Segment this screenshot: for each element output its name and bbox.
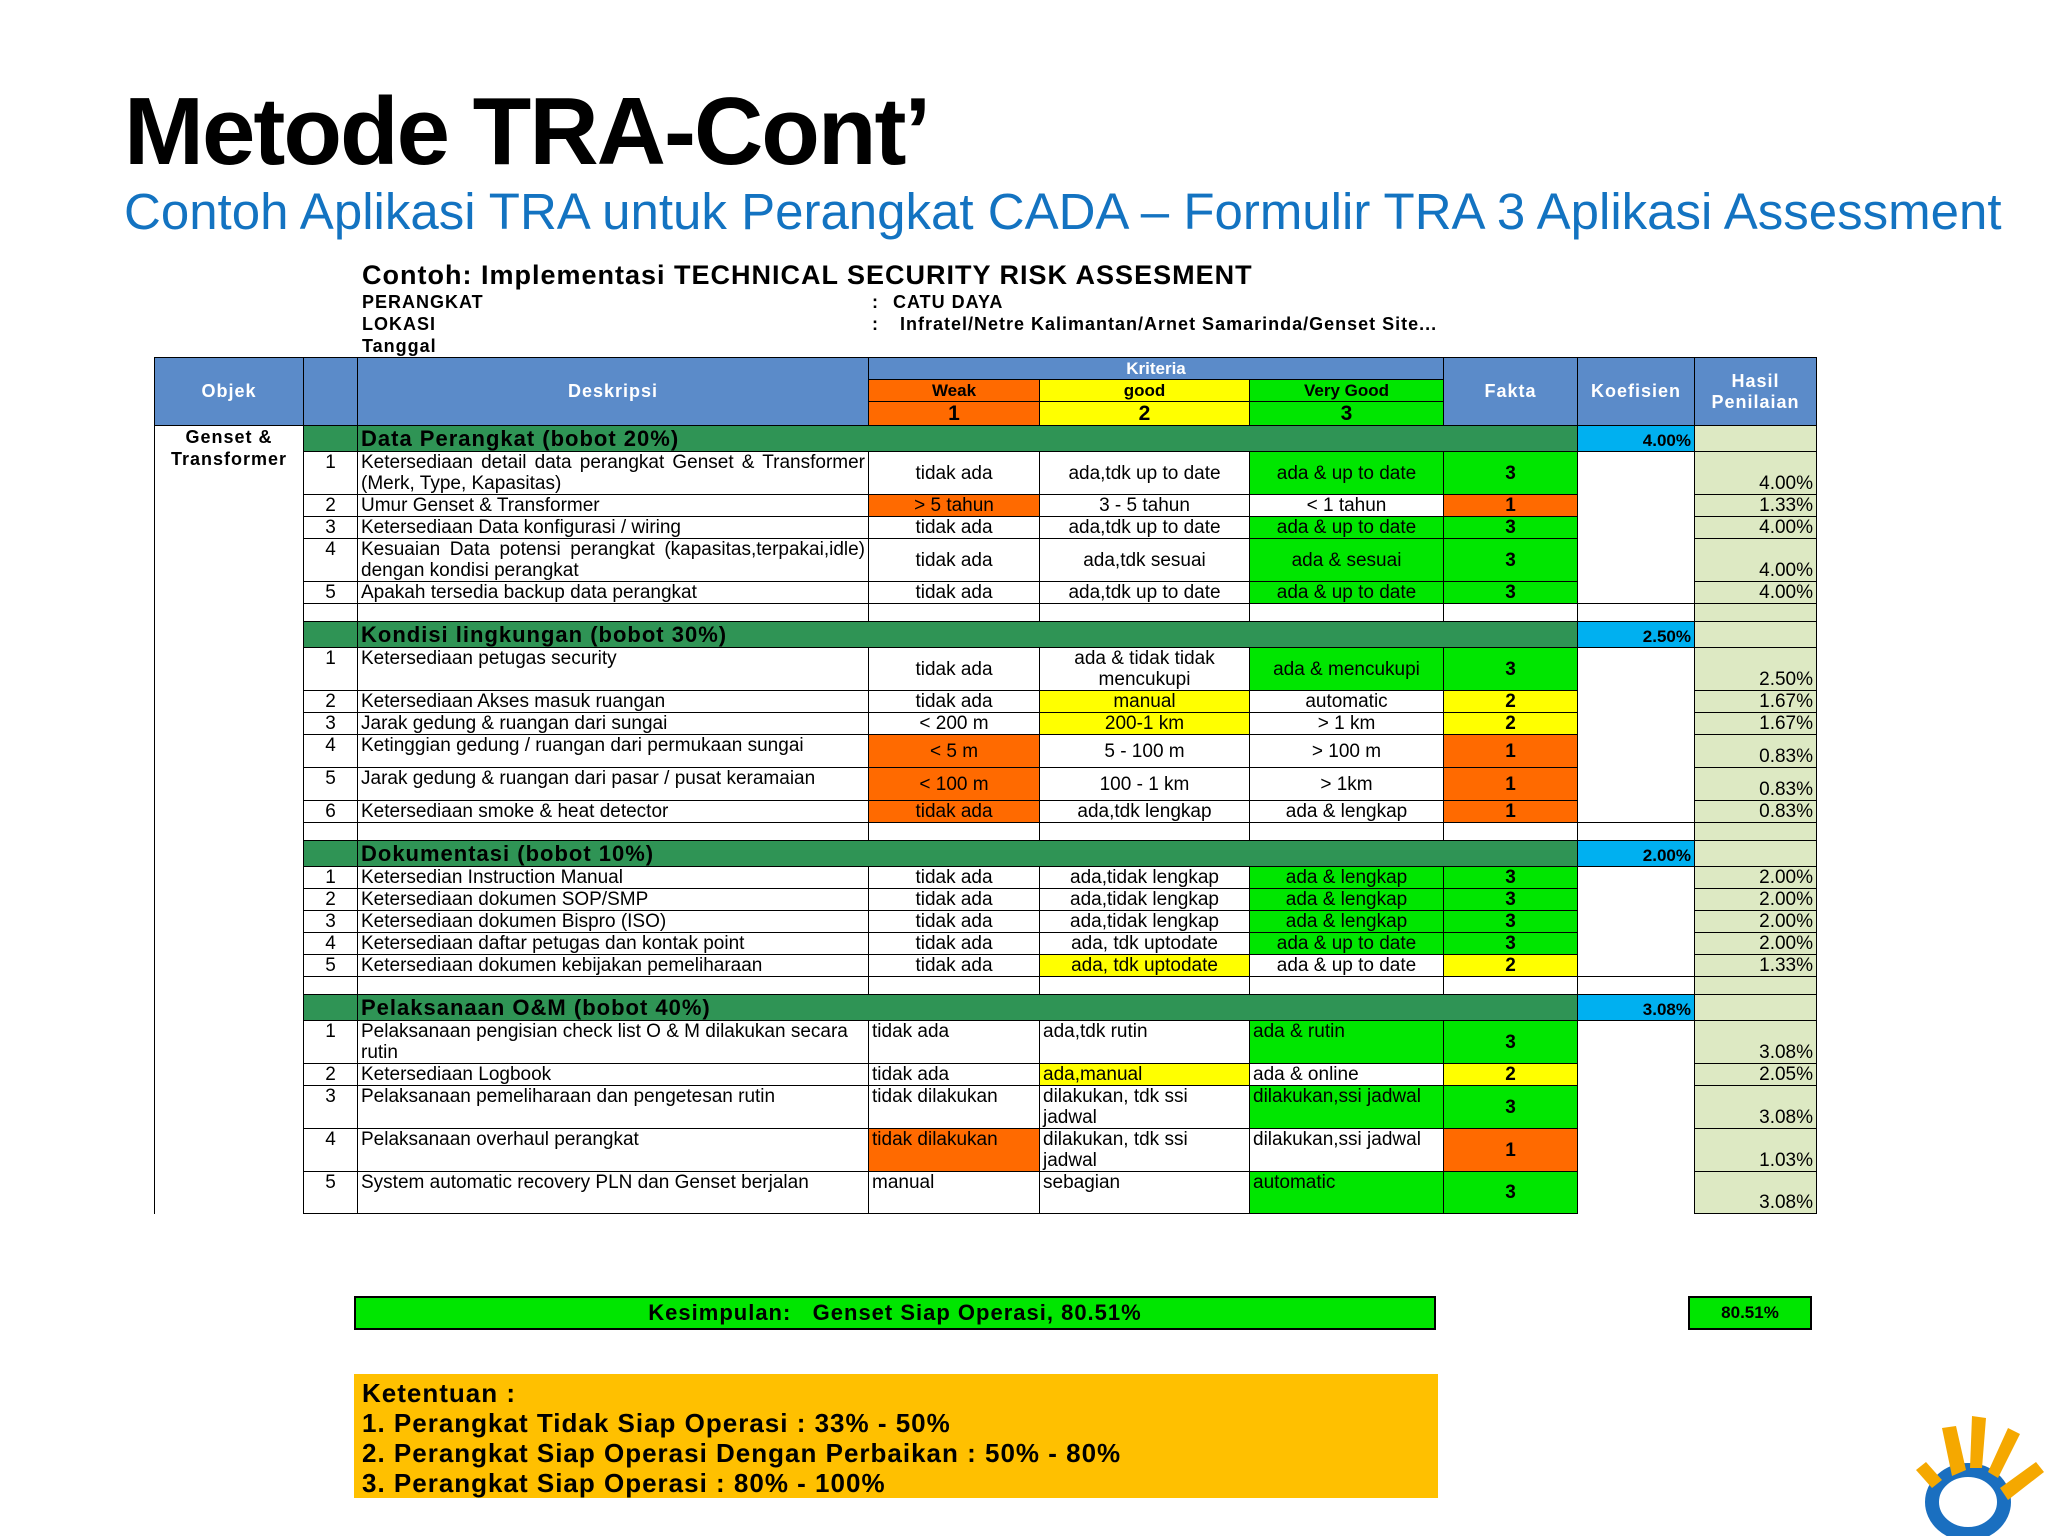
- row-weak-criterion: tidak ada: [869, 911, 1040, 933]
- row-very-good-criterion: ada & up to date: [1250, 517, 1444, 539]
- row-weak-criterion: tidak dilakukan: [869, 1086, 1040, 1129]
- blank-cell: [358, 823, 869, 841]
- row-description: Jarak gedung & ruangan dari pasar / pusat keramaian: [358, 768, 869, 801]
- row-fakta: 3: [1444, 582, 1578, 604]
- row-result: 4.00%: [1695, 452, 1817, 495]
- row-result: 2.05%: [1695, 1064, 1817, 1086]
- row-very-good-criterion: automatic: [1250, 1172, 1444, 1214]
- row-fakta: 1: [1444, 735, 1578, 768]
- row-weak-criterion: tidak ada: [869, 539, 1040, 582]
- meta-tanggal-label: Tanggal: [362, 336, 437, 356]
- section-row: [155, 995, 1817, 1021]
- row-good-criterion: 100 - 1 km: [1040, 768, 1250, 801]
- row-fakta: 3: [1444, 1086, 1578, 1129]
- row-result: 2.00%: [1695, 867, 1817, 889]
- row-number: 1: [304, 648, 358, 691]
- row-very-good-criterion: ada & online: [1250, 1064, 1444, 1086]
- row-number: 3: [304, 911, 358, 933]
- header-weak: Weak: [869, 380, 1040, 402]
- row-weak-criterion: tidak ada: [869, 867, 1040, 889]
- table-row: [155, 1129, 1817, 1172]
- row-koefisien-cell: [1578, 1021, 1695, 1064]
- blank-cell: [1578, 823, 1695, 841]
- blank-cell: [358, 977, 869, 995]
- table-row: [155, 1064, 1817, 1086]
- header-row: [155, 358, 1817, 380]
- row-number: 5: [304, 582, 358, 604]
- blank-cell: [304, 977, 358, 995]
- section-row: [155, 841, 1817, 867]
- ketentuan-title: Ketentuan :: [362, 1378, 516, 1408]
- row-weak-criterion: tidak ada: [869, 801, 1040, 823]
- blank-cell: [869, 823, 1040, 841]
- row-very-good-criterion: ada & up to date: [1250, 933, 1444, 955]
- row-weak-criterion: tidak ada: [869, 517, 1040, 539]
- row-number: 5: [304, 768, 358, 801]
- section-title: Data Perangkat (bobot 20%): [358, 426, 1578, 452]
- ketentuan-item-1: 1. Perangkat Tidak Siap Operasi : 33% - 50%: [362, 1408, 951, 1438]
- table-row: [155, 867, 1817, 889]
- row-good-criterion: ada,tdk lengkap: [1040, 801, 1250, 823]
- row-result: 0.83%: [1695, 735, 1817, 768]
- row-good-criterion: ada,tidak lengkap: [1040, 867, 1250, 889]
- row-good-criterion: ada,tdk rutin: [1040, 1021, 1250, 1064]
- meta-perangkat-value: CATU DAYA: [893, 292, 1004, 312]
- row-description: Ketersediaan dokumen Bispro (ISO): [358, 911, 869, 933]
- row-very-good-criterion: ada & lengkap: [1250, 911, 1444, 933]
- row-koefisien-cell: [1578, 691, 1695, 713]
- row-fakta: 3: [1444, 1021, 1578, 1064]
- row-fakta: 1: [1444, 801, 1578, 823]
- row-good-criterion: ada,tidak lengkap: [1040, 889, 1250, 911]
- row-fakta: 1: [1444, 768, 1578, 801]
- table-row: [155, 768, 1817, 801]
- table-row: [155, 582, 1817, 604]
- row-koefisien-cell: [1578, 495, 1695, 517]
- row-result: 0.83%: [1695, 801, 1817, 823]
- row-result: 4.00%: [1695, 539, 1817, 582]
- section-coefficient: 2.00%: [1578, 841, 1695, 867]
- row-description: System automatic recovery PLN dan Genset berjalan: [358, 1172, 869, 1214]
- row-number: 2: [304, 495, 358, 517]
- table-row: [155, 955, 1817, 977]
- row-number: 4: [304, 539, 358, 582]
- row-weak-criterion: tidak ada: [869, 582, 1040, 604]
- section-result-cell: [1695, 426, 1817, 452]
- row-koefisien-cell: [1578, 1086, 1695, 1129]
- row-description: Pelaksanaan pengisian check list O & M dilakukan secara rutin: [358, 1021, 869, 1064]
- section-title: Kondisi lingkungan (bobot 30%): [358, 622, 1578, 648]
- row-number: 3: [304, 713, 358, 735]
- header-objek: Objek: [155, 358, 304, 426]
- row-very-good-criterion: < 1 tahun: [1250, 495, 1444, 517]
- row-very-good-criterion: > 1 km: [1250, 713, 1444, 735]
- blank-result-cell: [1695, 604, 1817, 622]
- blank-cell: [1250, 823, 1444, 841]
- blank-cell: [869, 977, 1040, 995]
- row-fakta: 2: [1444, 713, 1578, 735]
- tra-assessment-table: [154, 357, 1817, 1214]
- row-good-criterion: ada,tidak lengkap: [1040, 911, 1250, 933]
- row-number: 4: [304, 933, 358, 955]
- blank-cell: [1040, 604, 1250, 622]
- blank-result-cell: [1695, 823, 1817, 841]
- section-title: Pelaksanaan O&M (bobot 40%): [358, 995, 1578, 1021]
- row-result: 2.00%: [1695, 889, 1817, 911]
- row-very-good-criterion: ada & sesuai: [1250, 539, 1444, 582]
- row-weak-criterion: tidak ada: [869, 955, 1040, 977]
- section-no-cell: [304, 841, 358, 867]
- row-very-good-criterion: automatic: [1250, 691, 1444, 713]
- row-good-criterion: ada, tdk uptodate: [1040, 955, 1250, 977]
- row-number: 5: [304, 955, 358, 977]
- row-fakta: 3: [1444, 539, 1578, 582]
- row-description: Ketersediaan smoke & heat detector: [358, 801, 869, 823]
- row-fakta: 3: [1444, 889, 1578, 911]
- table-row: [155, 452, 1817, 495]
- row-description: Ketersediaan dokumen SOP/SMP: [358, 889, 869, 911]
- row-result: 1.33%: [1695, 955, 1817, 977]
- row-koefisien-cell: [1578, 539, 1695, 582]
- row-number: 1: [304, 452, 358, 495]
- row-description: Ketersediaan Logbook: [358, 1064, 869, 1086]
- row-good-criterion: ada,manual: [1040, 1064, 1250, 1086]
- level-good: 2: [1040, 402, 1250, 426]
- level-weak: 1: [869, 402, 1040, 426]
- table-row: [155, 889, 1817, 911]
- row-result: 4.00%: [1695, 582, 1817, 604]
- row-very-good-criterion: ada & lengkap: [1250, 801, 1444, 823]
- row-good-criterion: 3 - 5 tahun: [1040, 495, 1250, 517]
- row-very-good-criterion: ada & up to date: [1250, 582, 1444, 604]
- row-description: Ketersediaan petugas security: [358, 648, 869, 691]
- conclusion-value: 80.51%: [1688, 1296, 1812, 1330]
- row-fakta: 2: [1444, 691, 1578, 713]
- row-very-good-criterion: > 100 m: [1250, 735, 1444, 768]
- table-row: [155, 933, 1817, 955]
- row-very-good-criterion: ada & mencukupi: [1250, 648, 1444, 691]
- row-fakta: 2: [1444, 955, 1578, 977]
- blank-cell: [869, 604, 1040, 622]
- row-fakta: 3: [1444, 911, 1578, 933]
- blank-cell: [304, 823, 358, 841]
- meta-lokasi-value: Infratel/Netre Kalimantan/Arnet Samarinda/Genset Site...: [900, 314, 1438, 334]
- row-very-good-criterion: ada & up to date: [1250, 452, 1444, 495]
- row-weak-criterion: tidak ada: [869, 452, 1040, 495]
- row-result: 1.33%: [1695, 495, 1817, 517]
- row-koefisien-cell: [1578, 867, 1695, 889]
- row-koefisien-cell: [1578, 801, 1695, 823]
- row-number: 1: [304, 1021, 358, 1064]
- table-row: [155, 691, 1817, 713]
- row-fakta: 2: [1444, 1064, 1578, 1086]
- header-very-good: Very Good: [1250, 380, 1444, 402]
- row-number: 1: [304, 867, 358, 889]
- table-row: [155, 648, 1817, 691]
- blank-cell: [1040, 823, 1250, 841]
- row-fakta: 3: [1444, 517, 1578, 539]
- row-good-criterion: sebagian: [1040, 1172, 1250, 1214]
- table-row: [155, 713, 1817, 735]
- row-very-good-criterion: dilakukan,ssi jadwal: [1250, 1086, 1444, 1129]
- row-good-criterion: ada,tdk up to date: [1040, 582, 1250, 604]
- blank-cell: [1578, 604, 1695, 622]
- table-row: [155, 517, 1817, 539]
- row-description: Ketersediaan dokumen kebijakan pemeliharaan: [358, 955, 869, 977]
- header-fakta: Fakta: [1444, 358, 1578, 426]
- header-deskripsi: Deskripsi: [358, 358, 869, 426]
- row-weak-criterion: manual: [869, 1172, 1040, 1214]
- row-result: 1.67%: [1695, 713, 1817, 735]
- table-row: [155, 801, 1817, 823]
- blank-result-cell: [1695, 977, 1817, 995]
- row-very-good-criterion: ada & lengkap: [1250, 867, 1444, 889]
- row-koefisien-cell: [1578, 648, 1695, 691]
- blank-row: [155, 977, 1817, 995]
- telkom-hand-logo-icon: [1912, 1410, 2048, 1536]
- section-result-cell: [1695, 995, 1817, 1021]
- row-description: Apakah tersedia backup data perangkat: [358, 582, 869, 604]
- meta-lokasi-sep: :: [872, 314, 879, 334]
- row-good-criterion: ada,tdk up to date: [1040, 452, 1250, 495]
- row-koefisien-cell: [1578, 889, 1695, 911]
- blank-cell: [1444, 823, 1578, 841]
- row-koefisien-cell: [1578, 452, 1695, 495]
- row-koefisien-cell: [1578, 735, 1695, 768]
- ketentuan-item-3: 3. Perangkat Siap Operasi : 80% - 100%: [362, 1468, 886, 1498]
- row-koefisien-cell: [1578, 1129, 1695, 1172]
- blank-row: [155, 604, 1817, 622]
- header-hasil: Hasil Penilaian: [1695, 358, 1817, 426]
- row-description: Ketersediaan Data konfigurasi / wiring: [358, 517, 869, 539]
- row-result: 1.03%: [1695, 1129, 1817, 1172]
- row-description: Pelaksanaan overhaul perangkat: [358, 1129, 869, 1172]
- blank-cell: [1040, 977, 1250, 995]
- blank-cell: [1578, 977, 1695, 995]
- row-weak-criterion: tidak ada: [869, 933, 1040, 955]
- row-result: 3.08%: [1695, 1021, 1817, 1064]
- row-very-good-criterion: ada & up to date: [1250, 955, 1444, 977]
- form-title: Contoh: Implementasi TECHNICAL SECURITY RISK ASSESMENT: [362, 260, 1253, 290]
- row-very-good-criterion: ada & rutin: [1250, 1021, 1444, 1064]
- row-weak-criterion: < 5 m: [869, 735, 1040, 768]
- row-weak-criterion: tidak ada: [869, 1021, 1040, 1064]
- slide-subtitle: Contoh Aplikasi TRA untuk Perangkat CADA – Formulir TRA 3 Aplikasi Assessment: [124, 183, 2002, 240]
- table-row: [155, 735, 1817, 768]
- header-good: good: [1040, 380, 1250, 402]
- ketentuan-item-2: 2. Perangkat Siap Operasi Dengan Perbaikan : 50% - 80%: [362, 1438, 1122, 1468]
- conclusion-bar: Kesimpulan: Genset Siap Operasi, 80.51%: [354, 1296, 1436, 1330]
- row-weak-criterion: > 5 tahun: [869, 495, 1040, 517]
- row-good-criterion: ada & tidak tidak mencukupi: [1040, 648, 1250, 691]
- row-good-criterion: ada, tdk uptodate: [1040, 933, 1250, 955]
- row-fakta: 1: [1444, 495, 1578, 517]
- row-very-good-criterion: ada & lengkap: [1250, 889, 1444, 911]
- row-koefisien-cell: [1578, 1172, 1695, 1214]
- row-fakta: 1: [1444, 1129, 1578, 1172]
- blank-cell: [1444, 977, 1578, 995]
- meta-lokasi-label: LOKASI: [362, 314, 437, 334]
- slide-title: Metode TRA-Cont’: [124, 78, 930, 185]
- row-result: 3.08%: [1695, 1172, 1817, 1214]
- row-weak-criterion: < 200 m: [869, 713, 1040, 735]
- row-good-criterion: ada,tdk up to date: [1040, 517, 1250, 539]
- row-number: 2: [304, 889, 358, 911]
- row-fakta: 3: [1444, 648, 1578, 691]
- blank-cell: [358, 604, 869, 622]
- row-description: Jarak gedung & ruangan dari sungai: [358, 713, 869, 735]
- table-row: [155, 1172, 1817, 1214]
- row-number: 4: [304, 1129, 358, 1172]
- section-no-cell: [304, 995, 358, 1021]
- row-description: Pelaksanaan pemeliharaan dan pengetesan rutin: [358, 1086, 869, 1129]
- row-koefisien-cell: [1578, 713, 1695, 735]
- row-description: Umur Genset & Transformer: [358, 495, 869, 517]
- row-good-criterion: dilakukan, tdk ssi jadwal: [1040, 1129, 1250, 1172]
- blank-cell: [1250, 977, 1444, 995]
- row-description: Ketersediaan Akses masuk ruangan: [358, 691, 869, 713]
- header-no: [304, 358, 358, 426]
- row-result: 2.00%: [1695, 933, 1817, 955]
- row-result: 2.00%: [1695, 911, 1817, 933]
- meta-perangkat-label: PERANGKAT: [362, 292, 484, 312]
- row-good-criterion: 200-1 km: [1040, 713, 1250, 735]
- row-koefisien-cell: [1578, 768, 1695, 801]
- row-koefisien-cell: [1578, 911, 1695, 933]
- row-koefisien-cell: [1578, 582, 1695, 604]
- section-coefficient: 4.00%: [1578, 426, 1695, 452]
- row-result: 4.00%: [1695, 517, 1817, 539]
- row-result: 1.67%: [1695, 691, 1817, 713]
- row-description: Ketinggian gedung / ruangan dari permukaan sungai: [358, 735, 869, 768]
- section-result-cell: [1695, 622, 1817, 648]
- meta-perangkat-sep: :: [872, 292, 879, 312]
- row-weak-criterion: tidak ada: [869, 1064, 1040, 1086]
- row-fakta: 3: [1444, 1172, 1578, 1214]
- row-weak-criterion: tidak ada: [869, 648, 1040, 691]
- row-number: 6: [304, 801, 358, 823]
- ketentuan-box: [354, 1374, 1438, 1498]
- row-description: Ketersedian Instruction Manual: [358, 867, 869, 889]
- section-row: [155, 622, 1817, 648]
- row-weak-criterion: tidak ada: [869, 691, 1040, 713]
- row-fakta: 3: [1444, 867, 1578, 889]
- row-very-good-criterion: > 1km: [1250, 768, 1444, 801]
- row-number: 5: [304, 1172, 358, 1214]
- row-good-criterion: 5 - 100 m: [1040, 735, 1250, 768]
- row-very-good-criterion: dilakukan,ssi jadwal: [1250, 1129, 1444, 1172]
- table-row: [155, 1021, 1817, 1064]
- row-weak-criterion: < 100 m: [869, 768, 1040, 801]
- row-koefisien-cell: [1578, 933, 1695, 955]
- header-koefisien: Koefisien: [1578, 358, 1695, 426]
- section-title: Dokumentasi (bobot 10%): [358, 841, 1578, 867]
- row-description: Ketersediaan detail data perangkat Genset & Transformer (Merk, Type, Kapasitas): [358, 452, 869, 495]
- section-no-cell: [304, 622, 358, 648]
- row-fakta: 3: [1444, 933, 1578, 955]
- row-good-criterion: manual: [1040, 691, 1250, 713]
- row-number: 4: [304, 735, 358, 768]
- blank-cell: [304, 604, 358, 622]
- row-weak-criterion: tidak dilakukan: [869, 1129, 1040, 1172]
- section-result-cell: [1695, 841, 1817, 867]
- section-coefficient: 3.08%: [1578, 995, 1695, 1021]
- row-good-criterion: ada,tdk sesuai: [1040, 539, 1250, 582]
- section-no-cell: [304, 426, 358, 452]
- table-row: [155, 911, 1817, 933]
- blank-row: [155, 823, 1817, 841]
- row-good-criterion: dilakukan, tdk ssi jadwal: [1040, 1086, 1250, 1129]
- row-result: 0.83%: [1695, 768, 1817, 801]
- row-number: 3: [304, 517, 358, 539]
- row-description: Ketersediaan daftar petugas dan kontak point: [358, 933, 869, 955]
- table-row: [155, 539, 1817, 582]
- row-koefisien-cell: [1578, 517, 1695, 539]
- row-result: 3.08%: [1695, 1086, 1817, 1129]
- row-number: 3: [304, 1086, 358, 1129]
- row-koefisien-cell: [1578, 955, 1695, 977]
- row-weak-criterion: tidak ada: [869, 889, 1040, 911]
- blank-cell: [1250, 604, 1444, 622]
- header-kriteria: Kriteria: [869, 358, 1444, 380]
- level-very-good: 3: [1250, 402, 1444, 426]
- row-result: 2.50%: [1695, 648, 1817, 691]
- objek-cell: Genset & Transformer: [155, 426, 304, 1214]
- row-number: 2: [304, 691, 358, 713]
- table-row: [155, 495, 1817, 517]
- row-fakta: 3: [1444, 452, 1578, 495]
- section-coefficient: 2.50%: [1578, 622, 1695, 648]
- section-row: [155, 426, 1817, 452]
- row-number: 2: [304, 1064, 358, 1086]
- blank-cell: [1444, 604, 1578, 622]
- table-row: [155, 1086, 1817, 1129]
- row-description: Kesuaian Data potensi perangkat (kapasitas,terpakai,idle) dengan kondisi perangkat: [358, 539, 869, 582]
- row-koefisien-cell: [1578, 1064, 1695, 1086]
